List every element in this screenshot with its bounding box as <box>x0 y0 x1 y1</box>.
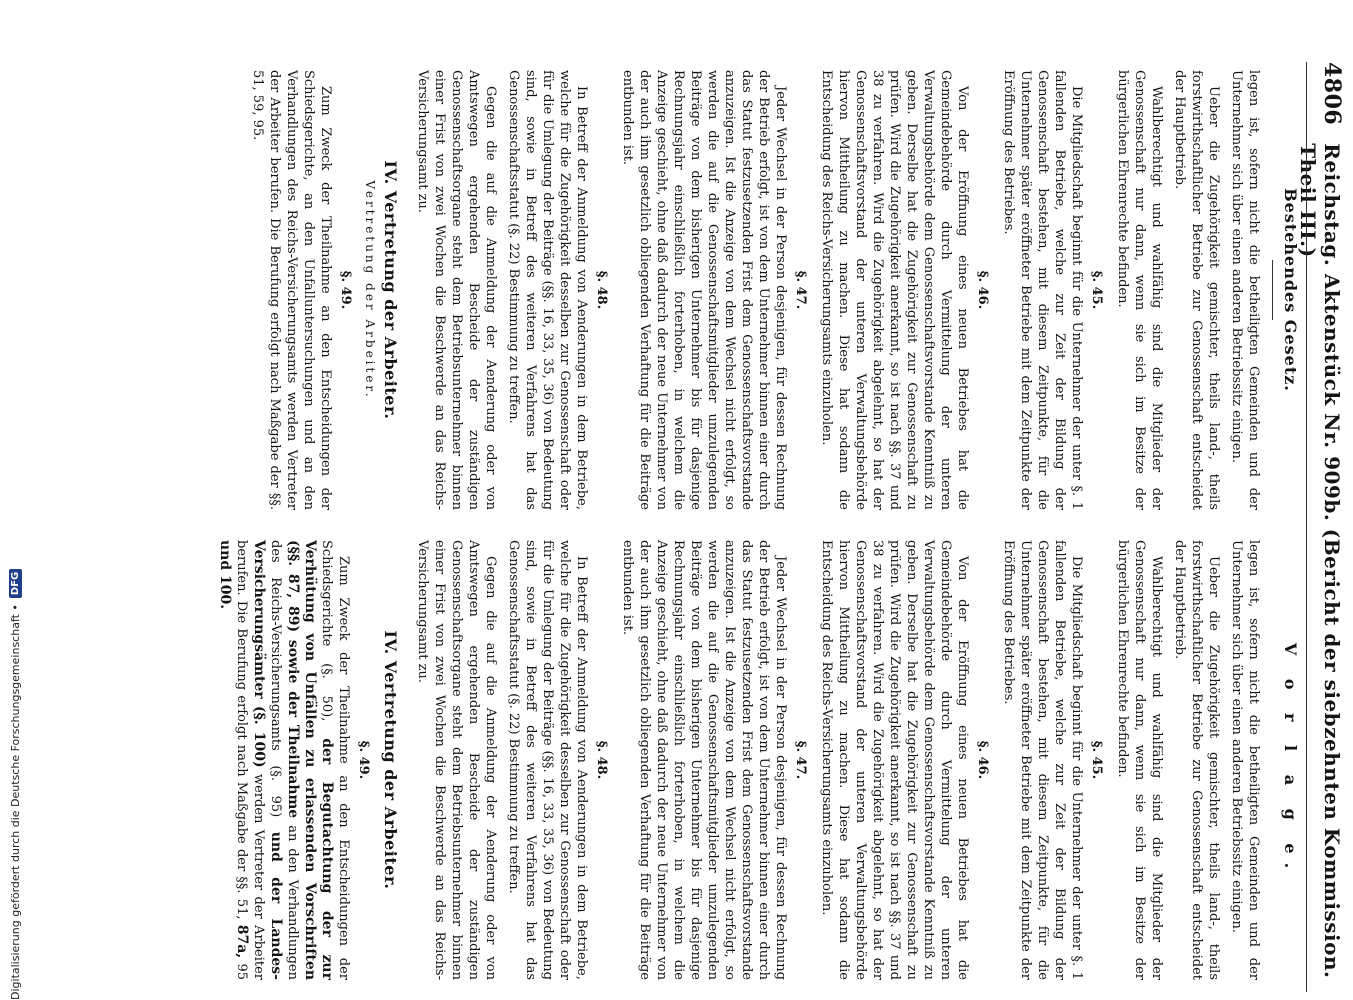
section-number: §. 48. <box>594 740 609 780</box>
page-title: Reichstag. Aktenstück Nr. 909b. (Bericht der siebzehnten Kommission. Theil III.) <box>1296 143 1344 979</box>
paragraph: Gegen die auf die Anmeldung der Aenderung oder von Amtswegen ergehenden Bescheide der zuständigen Genossenschaftsorgane steht dem Betriebsunternehmer binnen einer Frist von zwei Wochen die Beschwerde an das Reichs-Versicherungsamt zu. <box>415 70 498 510</box>
paragraph: Wahlberechtigt und wahlfähig sind die Mitglieder der Genossenschaft nur dann, wenn sie sich im Besitze der bürgerlichen Ehrenrechte befinden. <box>1115 70 1164 510</box>
section-number: §. 47. <box>793 740 808 780</box>
section-number: §. 47. <box>793 270 808 310</box>
part-subheading: Vertretung der Arbeiter. <box>363 180 377 400</box>
paragraph-49 <box>216 540 352 980</box>
section-number: §. 48. <box>594 270 609 310</box>
amended-text: und der Landes-Versicherungsämter (§. 100) <box>251 540 284 980</box>
text-run: Zum Zweck der Theilnahme an den Entscheidungen der Schiedsgerichte (§. 50), <box>319 540 351 980</box>
dfg-logo-icon: DFG <box>9 569 22 598</box>
text-run: werden Vertreter der Arbeiter berufen. Die Berufung erfolgt nach Maßgabe der §§. 51, <box>234 540 266 980</box>
paragraph: Die Mitgliedschaft beginnt für die Unternehmer der unter §. 1 fallenden Betriebe, welche zur Zeit der Bildung der Genossenschaft bestehen, mit diesem Zeitpunkte, für die Unternehmer später eröffneter Betriebe mit dem Zeitpunkte der Eröffnung des Betriebes. <box>1001 540 1084 980</box>
paragraph: Jeder Wechsel in der Person desjenigen, für dessen Rechnung der Betrieb erfolgt, ist von dem Unternehmer binnen einer durch das Statut festzusetzenden Frist dem Genossenschaftsvorstande anzuzeigen. Ist die Anzeige von dem Wechsel nicht erfolgt, so werden die auf die Genossenschaftsmitglieder umzulegenden Beiträge von dem bisherigen Unternehmer bis für dasjenige Rechnungsjahr einschließlich forterhoben, in welchem die Anzeige geschieht, ohne daß dadurch der neue Unternehmer von der auch ihm gesetzlich obliegenden Verhaftung für die Beiträge entbunden ist. <box>620 70 788 510</box>
section-number: §. 45. <box>1089 740 1104 780</box>
section-number: §. 46. <box>975 270 990 310</box>
section-number: §. 45. <box>1089 270 1104 310</box>
digitization-footer <box>0 540 26 1000</box>
amended-text: 87a, <box>234 924 250 959</box>
credit-text: Digitalisierung gefördert durch die Deutsche Forschungsgemeinschaft • <box>9 604 22 1000</box>
part-heading: IV. Vertretung der Arbeiter. <box>381 160 400 420</box>
part-heading: IV. Vertretung der Arbeiter. <box>381 630 400 890</box>
page-header <box>1296 62 1345 992</box>
draft-column <box>150 540 1300 980</box>
paragraph: legen ist, sofern nicht die betheiligten Gemeinden und der Unternehmer sich über einen anderen Betriebssitz einigen. <box>1229 70 1261 510</box>
section-number: §. 49. <box>338 270 353 310</box>
existing-law-heading: Bestehendes Gesetz. <box>1281 188 1300 392</box>
paragraph: Ueber die Zugehörigkeit gemischter, theils land-, theils forstwirthschaftlicher Betriebe zur Genossenschaft entscheidet der Hauptbetrieb. <box>1172 540 1221 980</box>
draft-heading: V o r l a g e. <box>1281 642 1300 878</box>
section-number: §. 49. <box>356 740 371 780</box>
amended-text: der Begutachtung der zur Verhütung von Unfällen zu erlassenden Vorschriften (§§. 87, 89) sowie der Theilnahme <box>285 540 335 980</box>
digitization-credit <box>9 569 22 1000</box>
text-run: 95 <box>234 963 249 980</box>
section-number: §. 46. <box>975 740 990 780</box>
paragraph: In Betreff der Anmeldung von Aenderungen in dem Betriebe, welche für die Zugehörigkeit desselben zur Genossenschaft oder für die Umlegung der Beiträge (§§. 16, 33, 35, 36) von Bedeutung sind, sowie in Betreff des weiteren Verfahrens hat das Genossenschaftsstatut (§. 22) Bestimmung zu treffen. <box>506 540 589 980</box>
text-run: an den Verhandlungen des Reichs-Versicherungsamts (§. 95) <box>268 540 300 980</box>
paragraph: Von der Eröffnung eines neuen Betriebes hat die Gemeindebehörde durch Vermittelung der unteren Verwaltungsbehörde dem Genossenschaftsvorstande Kenntniß zu geben. Derselbe hat die Zugehörigkeit zur Genossenschaft zu prüfen. Wird die Zugehörigkeit anerkannt, so ist nach §§. 37 und 38 zu verfahren. Wird die Zugehörigkeit abgelehnt, so hat der Genossenschaftsvorstand der unteren Verwaltungsbehörde hiervon Mittheilung zu machen. Diese hat sodann die Entscheidung des Reichs-Versicherungsamts einzuholen. <box>819 70 970 510</box>
paragraph: Von der Eröffnung eines neuen Betriebes hat die Gemeindebehörde durch Vermittelung der unteren Verwaltungsbehörde dem Genossenschaftsvorstande Kenntniß zu geben. Derselbe hat die Zugehörigkeit zur Genossenschaft zu prüfen. Wird die Zugehörigkeit anerkannt, so ist nach §§. 37 und 38 zu verfahren. Wird die Zugehörigkeit abgelehnt, so hat der Genossenschaftsvorstand der unteren Verwaltungsbehörde hiervon Mittheilung zu machen. Diese hat sodann die Entscheidung des Reichs-Versicherungsamts einzuholen. <box>819 540 970 980</box>
page-number: 4806 <box>1319 62 1345 126</box>
paragraph: Jeder Wechsel in der Person desjenigen, für dessen Rechnung der Betrieb erfolgt, ist von dem Unternehmer binnen einer durch das Statut festzusetzenden Frist dem Genossenschaftsvorstande anzuzeigen. Ist die Anzeige von dem Wechsel nicht erfolgt, so werden die auf die Genossenschaftsmitglieder umzulegenden Beiträge von dem bisherigen Unternehmer bis für dasjenige Rechnungsjahr einschließlich forterhoben, in welchem die Anzeige geschieht, ohne daß dadurch der neue Unternehmer von der auch ihm gesetzlich obliegenden Verhaftung für die Beiträge entbunden ist. <box>620 540 788 980</box>
amended-text: und 100. <box>217 540 233 610</box>
paragraph: Ueber die Zugehörigkeit gemischter, theils land-, theils forstwirthschaftlicher Betriebe zur Genossenschaft entscheidet der Hauptbetrieb. <box>1172 70 1221 510</box>
document-page <box>115 0 1353 1000</box>
existing-law-column <box>150 70 1300 510</box>
header-rule <box>1306 62 1307 992</box>
paragraph: Die Mitgliedschaft beginnt für die Unternehmer der unter §. 1 fallenden Betriebe, welche zur Zeit der Bildung der Genossenschaft bestehen, mit diesem Zeitpunkte, für die Unternehmer später eröffneter Betriebe mit dem Zeitpunkte der Eröffnung des Betriebes. <box>1001 70 1084 510</box>
paragraph: Wahlberechtigt und wahlfähig sind die Mitglieder der Genossenschaft nur dann, wenn sie sich im Besitze der bürgerlichen Ehrenrechte befinden. <box>1115 540 1164 980</box>
paragraph: Zum Zweck der Theilnahme an den Entscheidungen der Schiedsgerichte, an den Unfalluntersuchungen und an den Verhandlungen des Reichs-Versicherungsamts werden Vertreter der Arbeiter berufen. Die Berufung erfolgt nach Maßgabe der §§. 51, 59, 95. <box>250 70 333 510</box>
paragraph: legen ist, sofern nicht die betheiligten Gemeinden und der Unternehmer sich über einen anderen Betriebssitz einigen. <box>1229 540 1261 980</box>
heading-rule <box>1272 260 1273 320</box>
paragraph: In Betreff der Anmeldung von Aenderungen in dem Betriebe, welche für die Zugehörigkeit desselben zur Genossenschaft oder für die Umlegung der Beiträge (§§. 16, 33, 35, 36) von Bedeutung sind, sowie in Betreff des weiteren Verfahrens hat das Genossenschaftsstatut (§. 22) Bestimmung zu treffen. <box>506 70 589 510</box>
paragraph: Gegen die auf die Anmeldung der Aenderung oder von Amtswegen ergehenden Bescheide der zuständigen Genossenschaftsorgane steht dem Betriebsunternehmer binnen einer Frist von zwei Wochen die Beschwerde an das Reichs-Versicherungsamt zu. <box>415 540 498 980</box>
